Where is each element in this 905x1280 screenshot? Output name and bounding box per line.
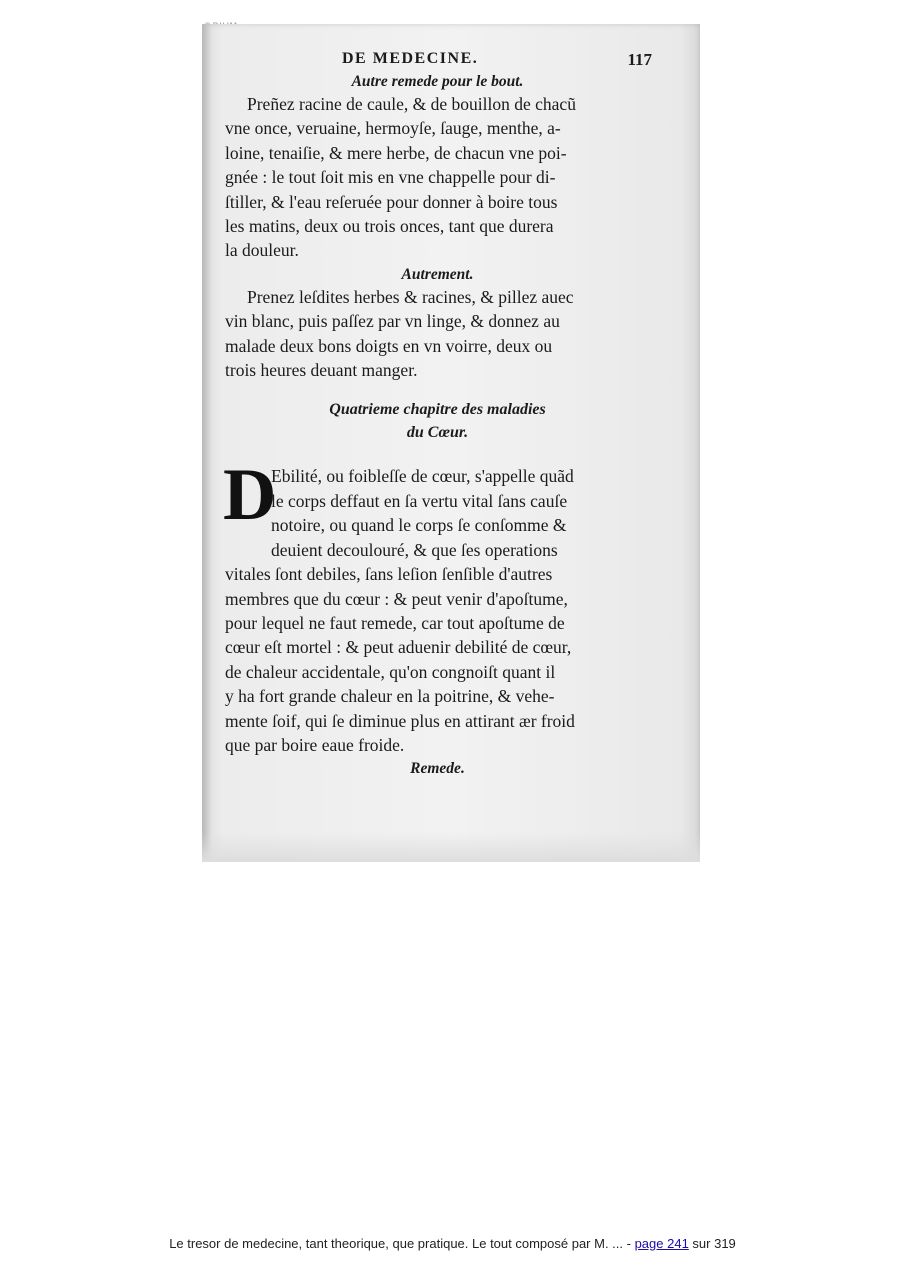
- text-line: vin blanc, puis paſſez par vn linge, & donnez au: [225, 311, 560, 332]
- text-line: le corps deffaut en ſa vertu vital ſans cauſe: [271, 490, 568, 511]
- running-head: DE MEDECINE.: [342, 50, 479, 67]
- page-gutter-shadow: [202, 24, 212, 862]
- chapter-title: [225, 398, 650, 444]
- text-line: vitales ſont debiles, ſans leſion ſenſible d'autres: [225, 564, 553, 585]
- section-paragraph: [225, 92, 650, 263]
- page-bottom-shade: [202, 832, 700, 862]
- section-heading: Autre remede pour le bout.: [351, 73, 524, 90]
- chapter-paragraph: [223, 454, 650, 757]
- page-header: [225, 50, 650, 72]
- scanned-page: [202, 24, 700, 862]
- text-line: les matins, deux ou trois onces, tant que durera: [225, 216, 554, 237]
- text-line: Prenez leſdites herbes & racines, & pillez auec: [247, 286, 574, 307]
- page-text: [225, 50, 650, 781]
- text-line: cœur eſt mortel : & peut aduenir debilité de cœur,: [225, 637, 572, 658]
- text-line: mente ſoif, qui ſe diminue plus en attirant ær froid: [225, 710, 575, 731]
- text-line: deuient decoulouré, & que ſes operations: [271, 539, 558, 560]
- closing-heading: Remede.: [410, 760, 465, 778]
- footer-title: Le tresor de medecine, tant theorique, que pratique. Le tout composé par M. ... -: [169, 1236, 635, 1251]
- section-heading: Autrement.: [401, 265, 474, 283]
- drop-cap-letter: D: [223, 454, 277, 537]
- text-line: y ha fort grande chaleur en la poitrine, & vehe-: [225, 686, 555, 707]
- text-line: pour lequel ne faut remede, car tout apoſtume de: [225, 612, 565, 633]
- document-footer: [0, 1236, 905, 1251]
- text-line: notoire, ou quand le corps ſe conſomme &: [271, 515, 567, 536]
- text-line: ſtiller, & l'eau reſeruée pour donner à boire tous: [225, 191, 558, 212]
- text-line: gnée : le tout ſoit mis en vne chappelle pour di-: [225, 167, 556, 188]
- text-line: la douleur.: [225, 240, 299, 261]
- text-line: malade deux bons doigts en vn voirre, deux ou: [225, 335, 553, 356]
- page-link[interactable]: page 241: [634, 1236, 689, 1251]
- text-line: trois heures deuant manger.: [225, 360, 418, 381]
- footer-page-total: sur 319: [688, 1236, 736, 1251]
- text-line: Preñez racine de caule, & de bouillon de chacũ: [247, 94, 576, 114]
- chapter-title-line: Quatrieme chapitre des maladies: [329, 401, 546, 419]
- text-line: Ebilité, ou foibleſſe de cœur, s'appelle quãd: [271, 466, 574, 487]
- text-line: que par boire eaue froide.: [225, 734, 405, 755]
- section-paragraph: [225, 285, 650, 383]
- text-line: loine, tenaiſie, & mere herbe, de chacun vne poi-: [225, 142, 567, 163]
- page-number: 117: [627, 50, 652, 69]
- chapter-title-line: du Cœur.: [406, 424, 469, 442]
- text-line: membres que du cœur : & peut venir d'apoſtume,: [225, 588, 568, 609]
- text-line: de chaleur accidentale, qu'on congnoiſt quant il: [225, 661, 556, 682]
- text-line: vne once, veruaine, hermoyſe, ſauge, menthe, a-: [225, 118, 561, 139]
